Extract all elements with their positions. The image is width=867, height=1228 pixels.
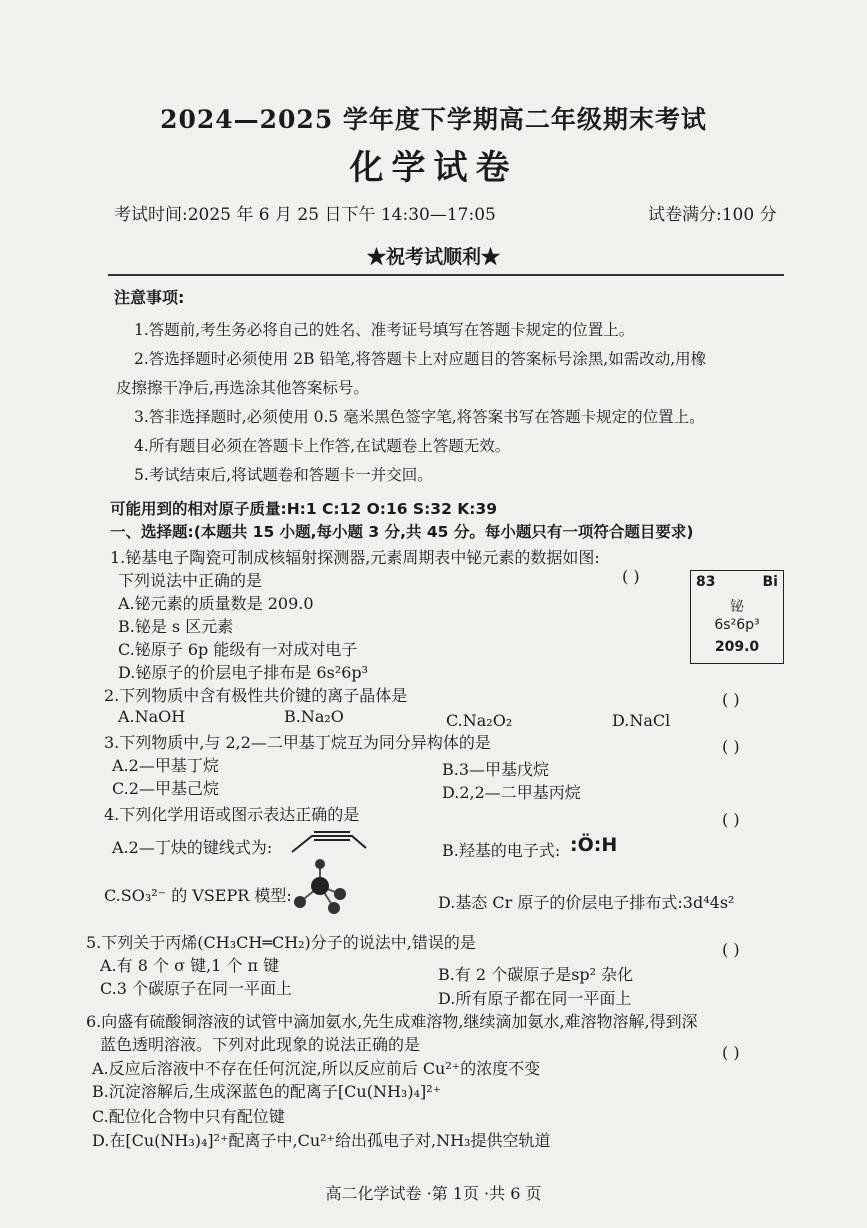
- note-2: 2.答选择题时必须使用 2B 铅笔,将答题卡上对应题目的答案标号涂黑,如需改动,用橡: [134, 350, 707, 368]
- good-luck-banner: ★祝考试顺利★: [366, 246, 500, 268]
- note-1: 1.答题前,考生务必将自己的姓名、准考证号填写在答题卡规定的位置上。: [134, 321, 635, 339]
- q2-answer-paren: ( ): [722, 690, 740, 709]
- atomic-number: 83: [696, 574, 716, 590]
- q6-option-d: D.在[Cu(NH₃)₄]²⁺配离子中,Cu²⁺给出孤电子对,NH₃提供空轨道: [92, 1131, 551, 1150]
- butyne-skeletal-formula: [290, 826, 370, 856]
- header-divider: [108, 274, 784, 276]
- q1-option-b: B.铋是 s 区元素: [118, 617, 234, 636]
- atomic-mass: 209.0: [714, 639, 760, 655]
- q6-stem-2: 蓝色透明溶液。下列对此现象的说法正确的是: [100, 1035, 421, 1054]
- q4-stem: 4.下列化学用语或图示表达正确的是: [104, 805, 360, 824]
- sulfite-vsepr-model-icon: [290, 858, 350, 918]
- q2-option-a: A.NaOH: [118, 707, 186, 726]
- q5-stem: 5.下列关于丙烯(CH₃CH═CH₂)分子的说法中,错误的是: [86, 933, 476, 952]
- exam-time: 考试时间:2025 年 6 月 25 日下午 14:30—17:05: [114, 205, 496, 225]
- q6-option-a: A.反应后溶液中不存在任何沉淀,所以反应前后 Cu²⁺的浓度不变: [92, 1059, 541, 1078]
- q1-option-a: A.铋元素的质量数是 209.0: [118, 594, 314, 613]
- q1-stem-2: 下列说法中正确的是: [118, 571, 263, 590]
- q5-option-c: C.3 个碳原子在同一平面上: [100, 979, 293, 998]
- section-1-heading: 一、选择题:(本题共 15 小题,每小题 3 分,共 45 分。每小题只有一项符合题目要求): [110, 523, 694, 541]
- electron-config: 6s²6p³: [714, 617, 760, 633]
- note-2-cont: 皮擦擦干净后,再选涂其他答案标号。: [116, 379, 369, 397]
- element-symbol: Bi: [762, 574, 778, 590]
- q6-option-b: B.沉淀溶解后,生成深蓝色的配离子[Cu(NH₃)₄]²⁺: [92, 1082, 442, 1101]
- element-name: 铋: [730, 599, 744, 615]
- q2-option-b: B.Na₂O: [284, 707, 344, 726]
- q5-option-a: A.有 8 个 σ 键,1 个 π 键: [100, 956, 280, 975]
- q1-answer-paren: ( ): [622, 567, 640, 586]
- subject-title: 化学试卷: [349, 148, 518, 188]
- q4-option-c: C.SO₃²⁻ 的 VSEPR 模型:: [104, 886, 292, 905]
- notes-heading: 注意事项:: [114, 288, 185, 307]
- q4-option-d: D.基态 Cr 原子的价层电子排布式:3d⁴4s²: [438, 893, 735, 912]
- q4-option-b: B.羟基的电子式:: [442, 841, 561, 860]
- note-4: 4.所有题目必须在答题卡上作答,在试题卷上答题无效。: [134, 437, 511, 455]
- note-3: 3.答非选择题时,必须使用 0.5 毫米黑色签字笔,将答案书写在答题卡规定的位置上。: [134, 408, 705, 426]
- q3-option-d: D.2,2—二甲基丙烷: [442, 783, 581, 802]
- atomic-masses: 可能用到的相对原子质量:H:1 C:12 O:16 S:32 K:39: [110, 500, 498, 518]
- note-5: 5.考试结束后,将试题卷和答题卡一并交回。: [134, 466, 433, 484]
- full-score: 试卷满分:100 分: [648, 205, 777, 225]
- q2-option-d: D.NaCl: [612, 711, 671, 730]
- q6-stem: 6.向盛有硫酸铜溶液的试管中滴加氨水,先生成难溶物,继续滴加氨水,难溶物溶解,得到深: [86, 1012, 698, 1031]
- q4-option-a: A.2—丁炔的键线式为:: [112, 838, 273, 857]
- q3-option-a: A.2—甲基丁烷: [112, 756, 219, 775]
- q6-answer-paren: ( ): [722, 1043, 740, 1062]
- exam-title: 2024—2025 学年度下学期高二年级期末考试: [160, 105, 707, 134]
- q1-option-c: C.铋原子 6p 能级有一对成对电子: [118, 640, 358, 659]
- q5-option-b: B.有 2 个碳原子是sp² 杂化: [438, 965, 634, 984]
- q3-answer-paren: ( ): [722, 737, 740, 756]
- q5-answer-paren: ( ): [722, 940, 740, 959]
- page-footer: 高二化学试卷 ·第 1页 ·共 6 页: [325, 1184, 542, 1203]
- q2-option-c: C.Na₂O₂: [446, 711, 513, 730]
- q5-option-d: D.所有原子都在同一平面上: [438, 989, 632, 1008]
- q3-stem: 3.下列物质中,与 2,2—二甲基丁烷互为同分异构体的是: [104, 733, 491, 752]
- q4-answer-paren: ( ): [722, 810, 740, 829]
- q6-option-c: C.配位化合物中只有配位键: [92, 1107, 285, 1126]
- q1-option-d: D.铋原子的价层电子排布是 6s²6p³: [118, 663, 369, 682]
- hydroxyl-electron-formula: :Ö:H: [570, 834, 618, 856]
- q2-stem: 2.下列物质中含有极性共价键的离子晶体是: [104, 686, 408, 705]
- q1-stem: 1.铋基电子陶瓷可制成核辐射探测器,元素周期表中铋元素的数据如图:: [110, 548, 600, 567]
- bismuth-element-card: [690, 570, 784, 664]
- q3-option-b: B.3—甲基戊烷: [442, 760, 550, 779]
- q3-option-c: C.2—甲基己烷: [112, 779, 219, 798]
